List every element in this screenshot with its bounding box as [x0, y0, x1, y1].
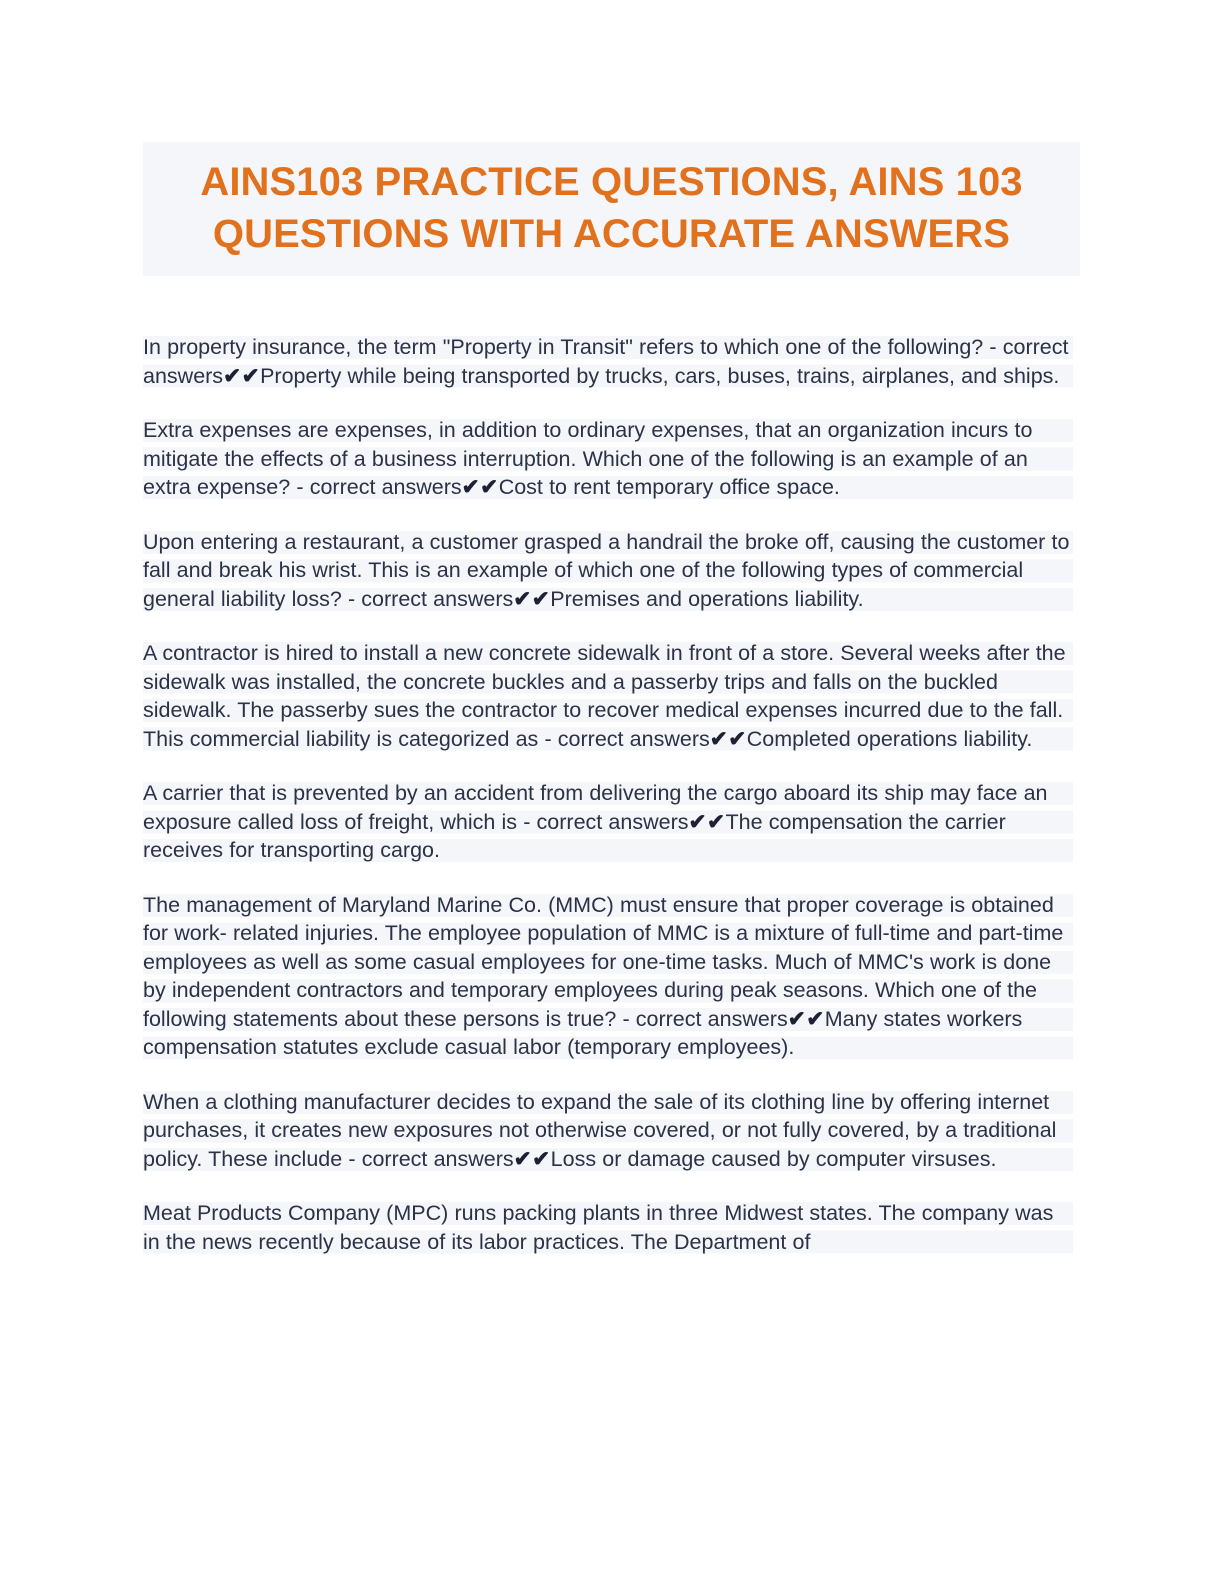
question-paragraph-7: When a clothing manufacturer decides to expand the sale of its clothing line by offering internet purchases, it creates new exposures not otherwise covered, or not fully covered, by a traditional policy. These include - correct answers✔✔Loss or damage caused by computer virsuses. [143, 1088, 1073, 1174]
question-paragraph-1: In property insurance, the term "Property in Transit" refers to which one of the following? - correct answers✔✔Property while being transported by trucks, cars, buses, trains, airplanes, and ships. [143, 333, 1073, 390]
question-paragraph-6: The management of Maryland Marine Co. (MMC) must ensure that proper coverage is obtained for work- related injuries. The employee population of MMC is a mixture of full-time and part-time employees as well as some casual employees for one-time tasks. Much of MMC's work is done by independent contractors and temporary employees during peak seasons. Which one of the following statements about these persons is true? - correct answers✔✔Many states workers compensation statutes exclude casual labor (temporary employees). [143, 891, 1073, 1062]
question-paragraph-3: Upon entering a restaurant, a customer grasped a handrail the broke off, causing the customer to fall and break his wrist. This is an example of which one of the following types of commercial general liability loss? - correct answers✔✔Premises and operations liability. [143, 528, 1073, 614]
question-paragraph-2: Extra expenses are expenses, in addition to ordinary expenses, that an organization incurs to mitigate the effects of a business interruption. Which one of the following is an example of an extra expense? - correct answers✔✔Cost to rent temporary office space. [143, 416, 1073, 502]
document-body [143, 333, 1073, 1256]
document-title: AINS103 PRACTICE QUESTIONS, AINS 103 QUESTIONS WITH ACCURATE ANSWERS [143, 142, 1080, 276]
question-paragraph-5: A carrier that is prevented by an accident from delivering the cargo aboard its ship may face an exposure called loss of freight, which is - correct answers✔✔The compensation the carrier receives for transporting cargo. [143, 779, 1073, 865]
correct-answer-check-icon: ✔✔ [709, 726, 747, 751]
correct-answer-check-icon: ✔✔ [513, 1146, 551, 1171]
correct-answer-check-icon: ✔✔ [787, 1006, 825, 1031]
correct-answer-check-icon: ✔✔ [513, 586, 551, 611]
question-paragraph-4: A contractor is hired to install a new concrete sidewalk in front of a store. Several weeks after the sidewalk was installed, the concrete buckles and a passerby trips and falls on the buckled sidewalk. The passerby sues the contractor to recover medical expenses incurred due to the fall. This commercial liability is categorized as - correct answers✔✔Completed operations liability. [143, 639, 1073, 753]
question-paragraph-8: Meat Products Company (MPC) runs packing plants in three Midwest states. The company was in the news recently because of its labor practices. The Department of [143, 1199, 1073, 1256]
correct-answer-check-icon: ✔✔ [461, 475, 499, 499]
correct-answer-check-icon: ✔✔ [223, 363, 261, 388]
correct-answer-check-icon: ✔✔ [688, 809, 726, 834]
